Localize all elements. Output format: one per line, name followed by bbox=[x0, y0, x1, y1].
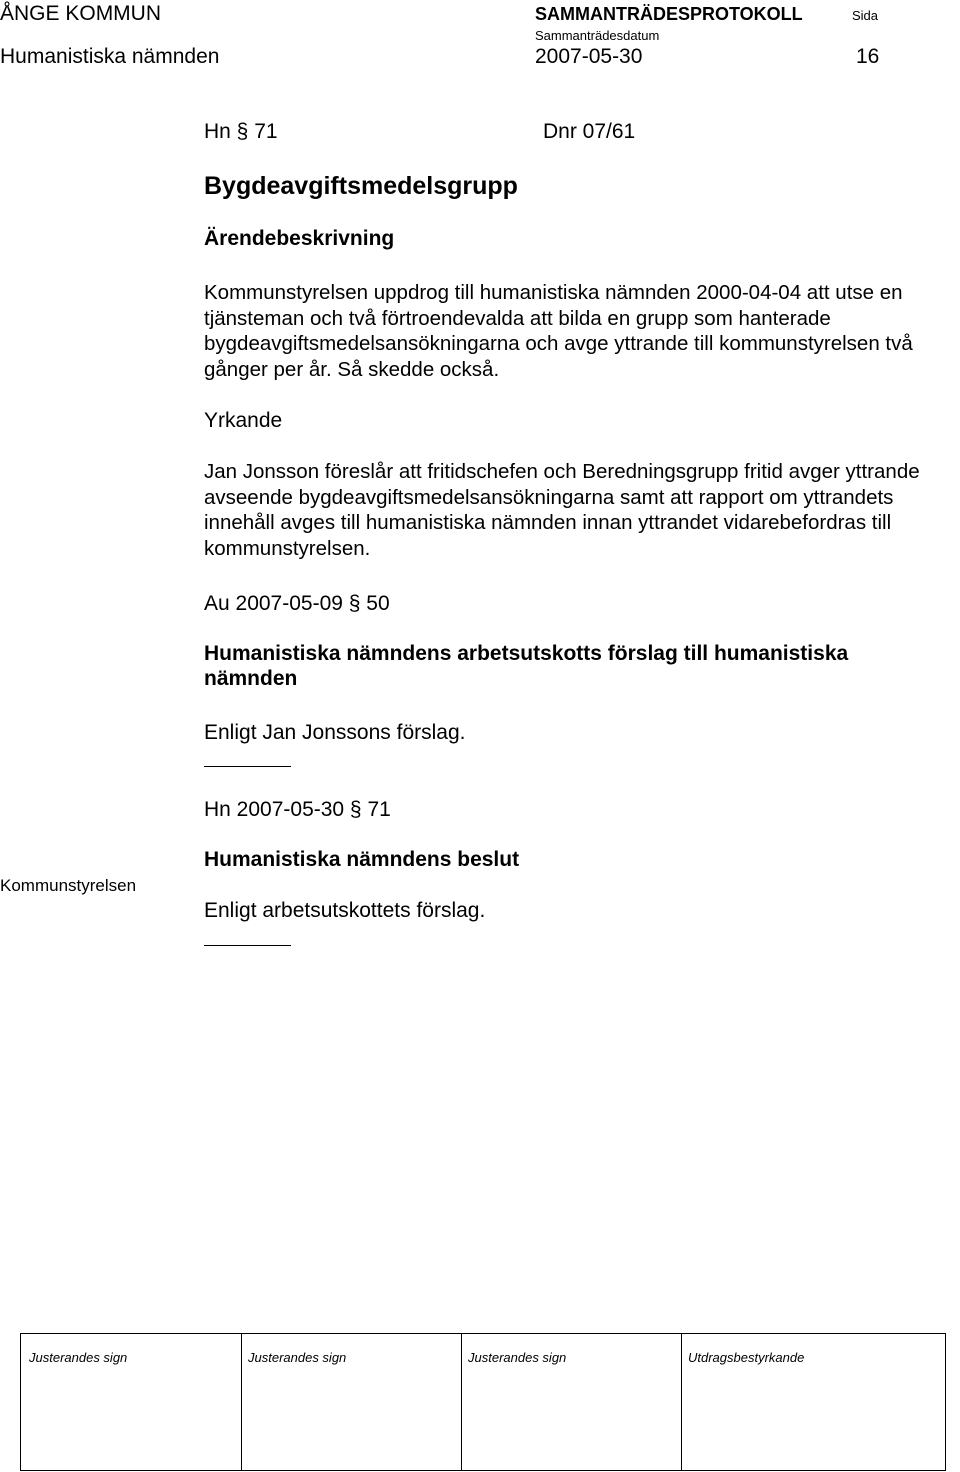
case-dnr: Dnr 07/61 bbox=[543, 120, 636, 143]
signature-cell bbox=[461, 1333, 682, 1471]
extract-label: Utdragsbestyrkande bbox=[688, 1350, 805, 1365]
motion-text: Jan Jonsson föreslår att fritidschefen och Beredningsgrupp fritid avger yttrande avseende bygdeavgiftsmedelsansökningarna samt att rapport om yttrandets innehåll avges till humanistiska nämnden innan yttrandet vidarebefordras till kommunstyrelsen. bbox=[204, 460, 920, 560]
committee-name: Humanistiska nämnden bbox=[0, 45, 220, 68]
signature-label: Justerandes sign bbox=[29, 1350, 128, 1365]
decision-heading: Humanistiska nämndens beslut bbox=[204, 848, 520, 871]
proposal-text: Enligt Jan Jonssons förslag. bbox=[204, 721, 466, 744]
date-label: Sammanträdesdatum bbox=[535, 28, 660, 43]
separator-line bbox=[204, 766, 291, 767]
page-label: Sida bbox=[852, 8, 879, 23]
hn-reference: Hn 2007-05-30 § 71 bbox=[204, 798, 391, 821]
description-heading: Ärendebeskrivning bbox=[204, 227, 395, 250]
separator-line bbox=[204, 945, 291, 946]
signature-table bbox=[20, 1333, 945, 1469]
au-reference: Au 2007-05-09 § 50 bbox=[204, 592, 390, 615]
signature-label: Justerandes sign bbox=[248, 1350, 347, 1365]
decision-text: Enligt arbetsutskottets förslag. bbox=[204, 899, 486, 922]
extract-cell bbox=[681, 1333, 946, 1471]
signature-cell bbox=[241, 1333, 462, 1471]
signature-label: Justerandes sign bbox=[468, 1350, 567, 1365]
proposal-heading: Humanistiska nämndens arbetsutskotts förslag till humanistiska nämnden bbox=[204, 642, 849, 690]
meeting-date: 2007-05-30 bbox=[535, 45, 643, 68]
municipality-name: ÅNGE KOMMUN bbox=[0, 2, 162, 25]
case-title: Bygdeavgiftsmedelsgrupp bbox=[204, 172, 518, 200]
paragraph-ref: Hn § 71 bbox=[204, 120, 278, 143]
protocol-type: SAMMANTRÄDESPROTOKOLL bbox=[535, 4, 803, 24]
page-number: 16 bbox=[856, 45, 880, 68]
description-text: Kommunstyrelsen uppdrog till humanistiska nämnden 2000-04-04 att utse en tjänsteman och två förtroendevalda att bilda en grupp som hanterade bygdeavgiftsmedelsansökningarna och avge yttrande till kommunstyrelsen två gånger per år. Så skedde också. bbox=[204, 281, 913, 381]
signature-cell bbox=[20, 1333, 242, 1471]
motion-heading: Yrkande bbox=[204, 409, 283, 432]
recipient-label: Kommunstyrelsen bbox=[0, 876, 137, 895]
